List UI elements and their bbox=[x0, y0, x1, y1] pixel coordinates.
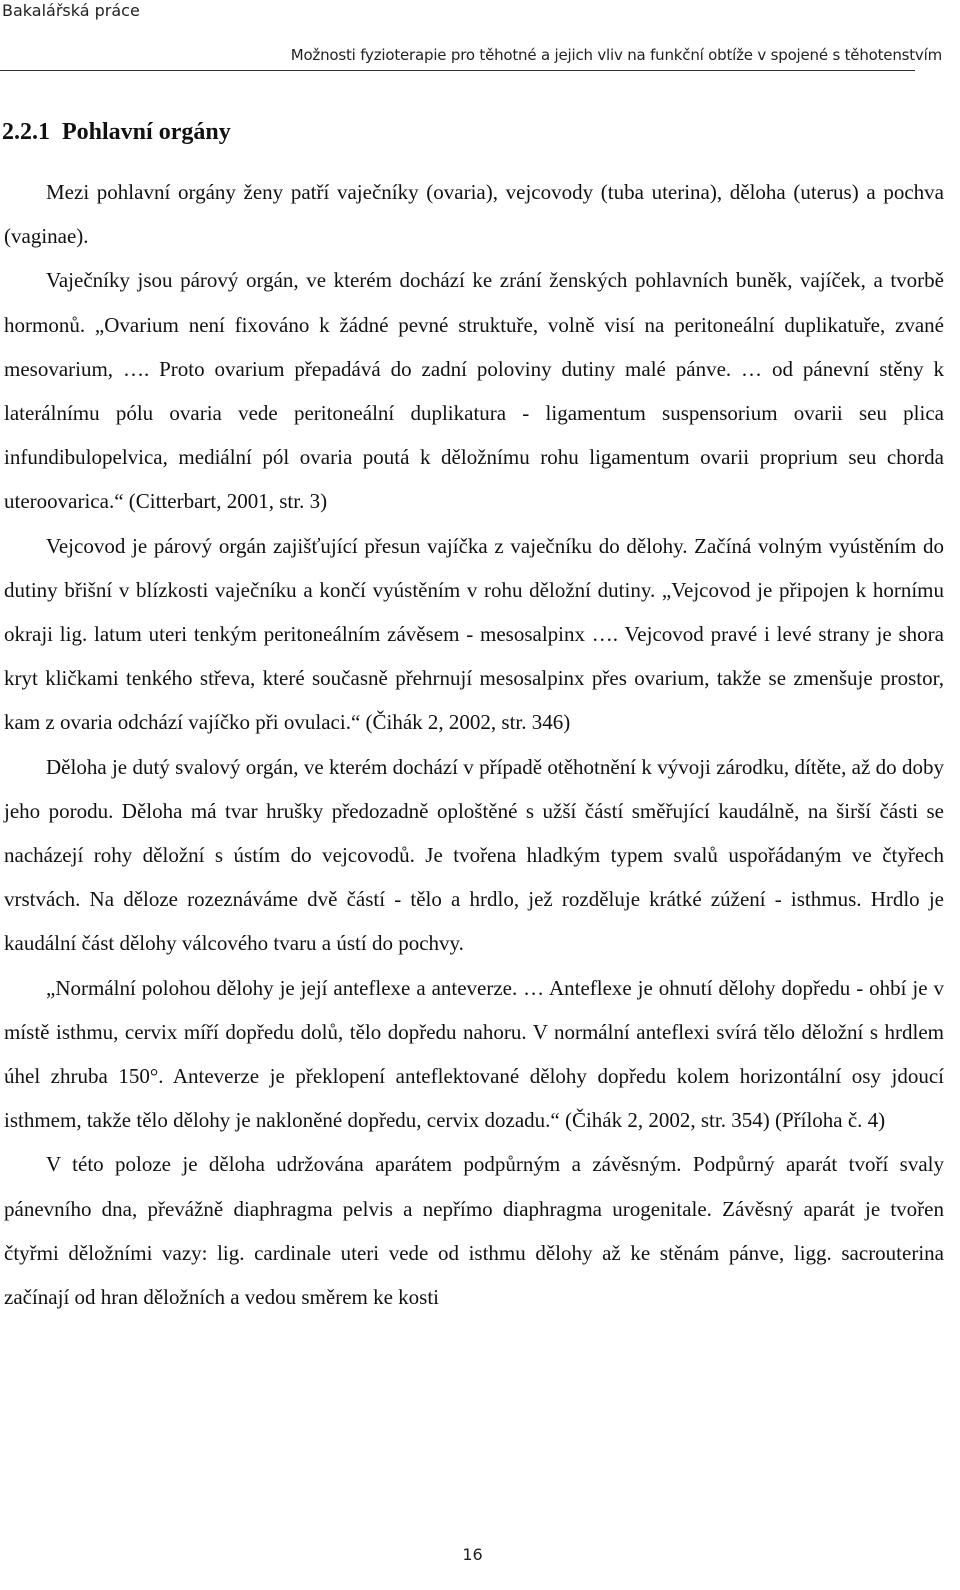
paragraph-4: Děloha je dutý svalový orgán, ve kterém dochází v případě otěhotnění k vývoji zárodku, dítěte, až do doby jeho porodu. Děloha má tvar hrušky předozadně oploštěné s užší částí směřující kaudálně, na širší části se nacházejí rohy děložní s ústím do vejcovodů. Je tvořena hladkým typem svalů uspořádaným ve čtyřech vrstvách. Na děloze rozeznáváme dvě částí - tělo a hrdlo, jež rozděluje krátké zúžení - isthmus. Hrdlo je kaudální část dělohy válcového tvaru a ústí do pochvy. bbox=[4, 754, 944, 956]
section-heading bbox=[2, 116, 231, 148]
header-divider bbox=[0, 70, 915, 71]
paragraph-5: „Normální polohou dělohy je její anteflexe a anteverze. … Anteflexe je ohnutí dělohy dopředu - ohbí je v místě isthmu, cervix míří dopředu dolů, tělo dopředu nahoru. V normální anteflexi svírá tělo děložní s hrdlem úhel zhruba 150°. Anteverze je překlopení anteflektované dělohy dopředu kolem horizontální osy jdoucí isthmem, takže tělo dělohy je nakloněné dopředu, cervix dozadu.“ (Čihák 2, 2002, str. 354) (Příloha č. 4) bbox=[4, 975, 944, 1133]
running-header-right: Možnosti fyzioterapie pro těhotné a jejich vliv na funkční obtíže v spojené s těhotenstvím bbox=[290, 46, 942, 64]
body-text bbox=[4, 170, 944, 1319]
running-header-left: Bakalářská práce bbox=[2, 1, 140, 20]
paragraph-3: Vejcovod je párový orgán zajišťující přesun vajíčka z vaječníku do dělohy. Začíná volným vyústěním do dutiny břišní v blízkosti vaječníku a končí vyústěním v rohu děložní dutiny. „Vejcovod je připojen k hornímu okraji lig. latum uteri tenkým peritoneálním závěsem - mesosalpinx …. Vejcovod pravé i levé strany je shora kryt kličkami tenkého střeva, které současně přehrnují mesosalpinx přes ovarium, takže se zmenšuje prostor, kam z ovaria odchází vajíčko při ovulaci.“ (Čihák 2, 2002, str. 346) bbox=[4, 533, 944, 735]
paragraph-1: Mezi pohlavní orgány ženy patří vaječníky (ovaria), vejcovody (tuba uterina), děloha (uterus) a pochva (vaginae). bbox=[4, 180, 944, 249]
page-number: 16 bbox=[462, 1545, 483, 1564]
section-title: Pohlavní orgány bbox=[62, 119, 231, 145]
paragraph-2: Vaječníky jsou párový orgán, ve kterém dochází ke zrání ženských pohlavních buněk, vajíček, a tvorbě hormonů. „Ovarium není fixováno k žádné pevné struktuře, volně visí na peritoneální duplikatuře, zvané mesovarium, …. Proto ovarium přepadává do zadní poloviny dutiny malé pánve. … od pánevní stěny k laterálnímu pólu ovaria vede peritoneální duplikatura - ligamentum suspensorium ovarii seu plica infundibulopelvica, mediální pól ovaria poutá k děložnímu rohu ligamentum ovarii proprium seu chorda uteroovarica.“ (Citterbart, 2001, str. 3) bbox=[4, 268, 944, 514]
section-number: 2.2.1 bbox=[2, 119, 50, 145]
paragraph-6: V této poloze je děloha udržována aparátem podpůrným a závěsným. Podpůrný aparát tvoří svaly pánevního dna, převážně diaphragma pelvis a nepřímo diaphragma urogenitale. Závěsný aparát je tvořen čtyřmi děložními vazy: lig. cardinale uteri vede od isthmu dělohy až ke stěnám pánve, ligg. sacrouterina začínají od hran děložních a vedou směrem ke kosti bbox=[4, 1152, 944, 1310]
